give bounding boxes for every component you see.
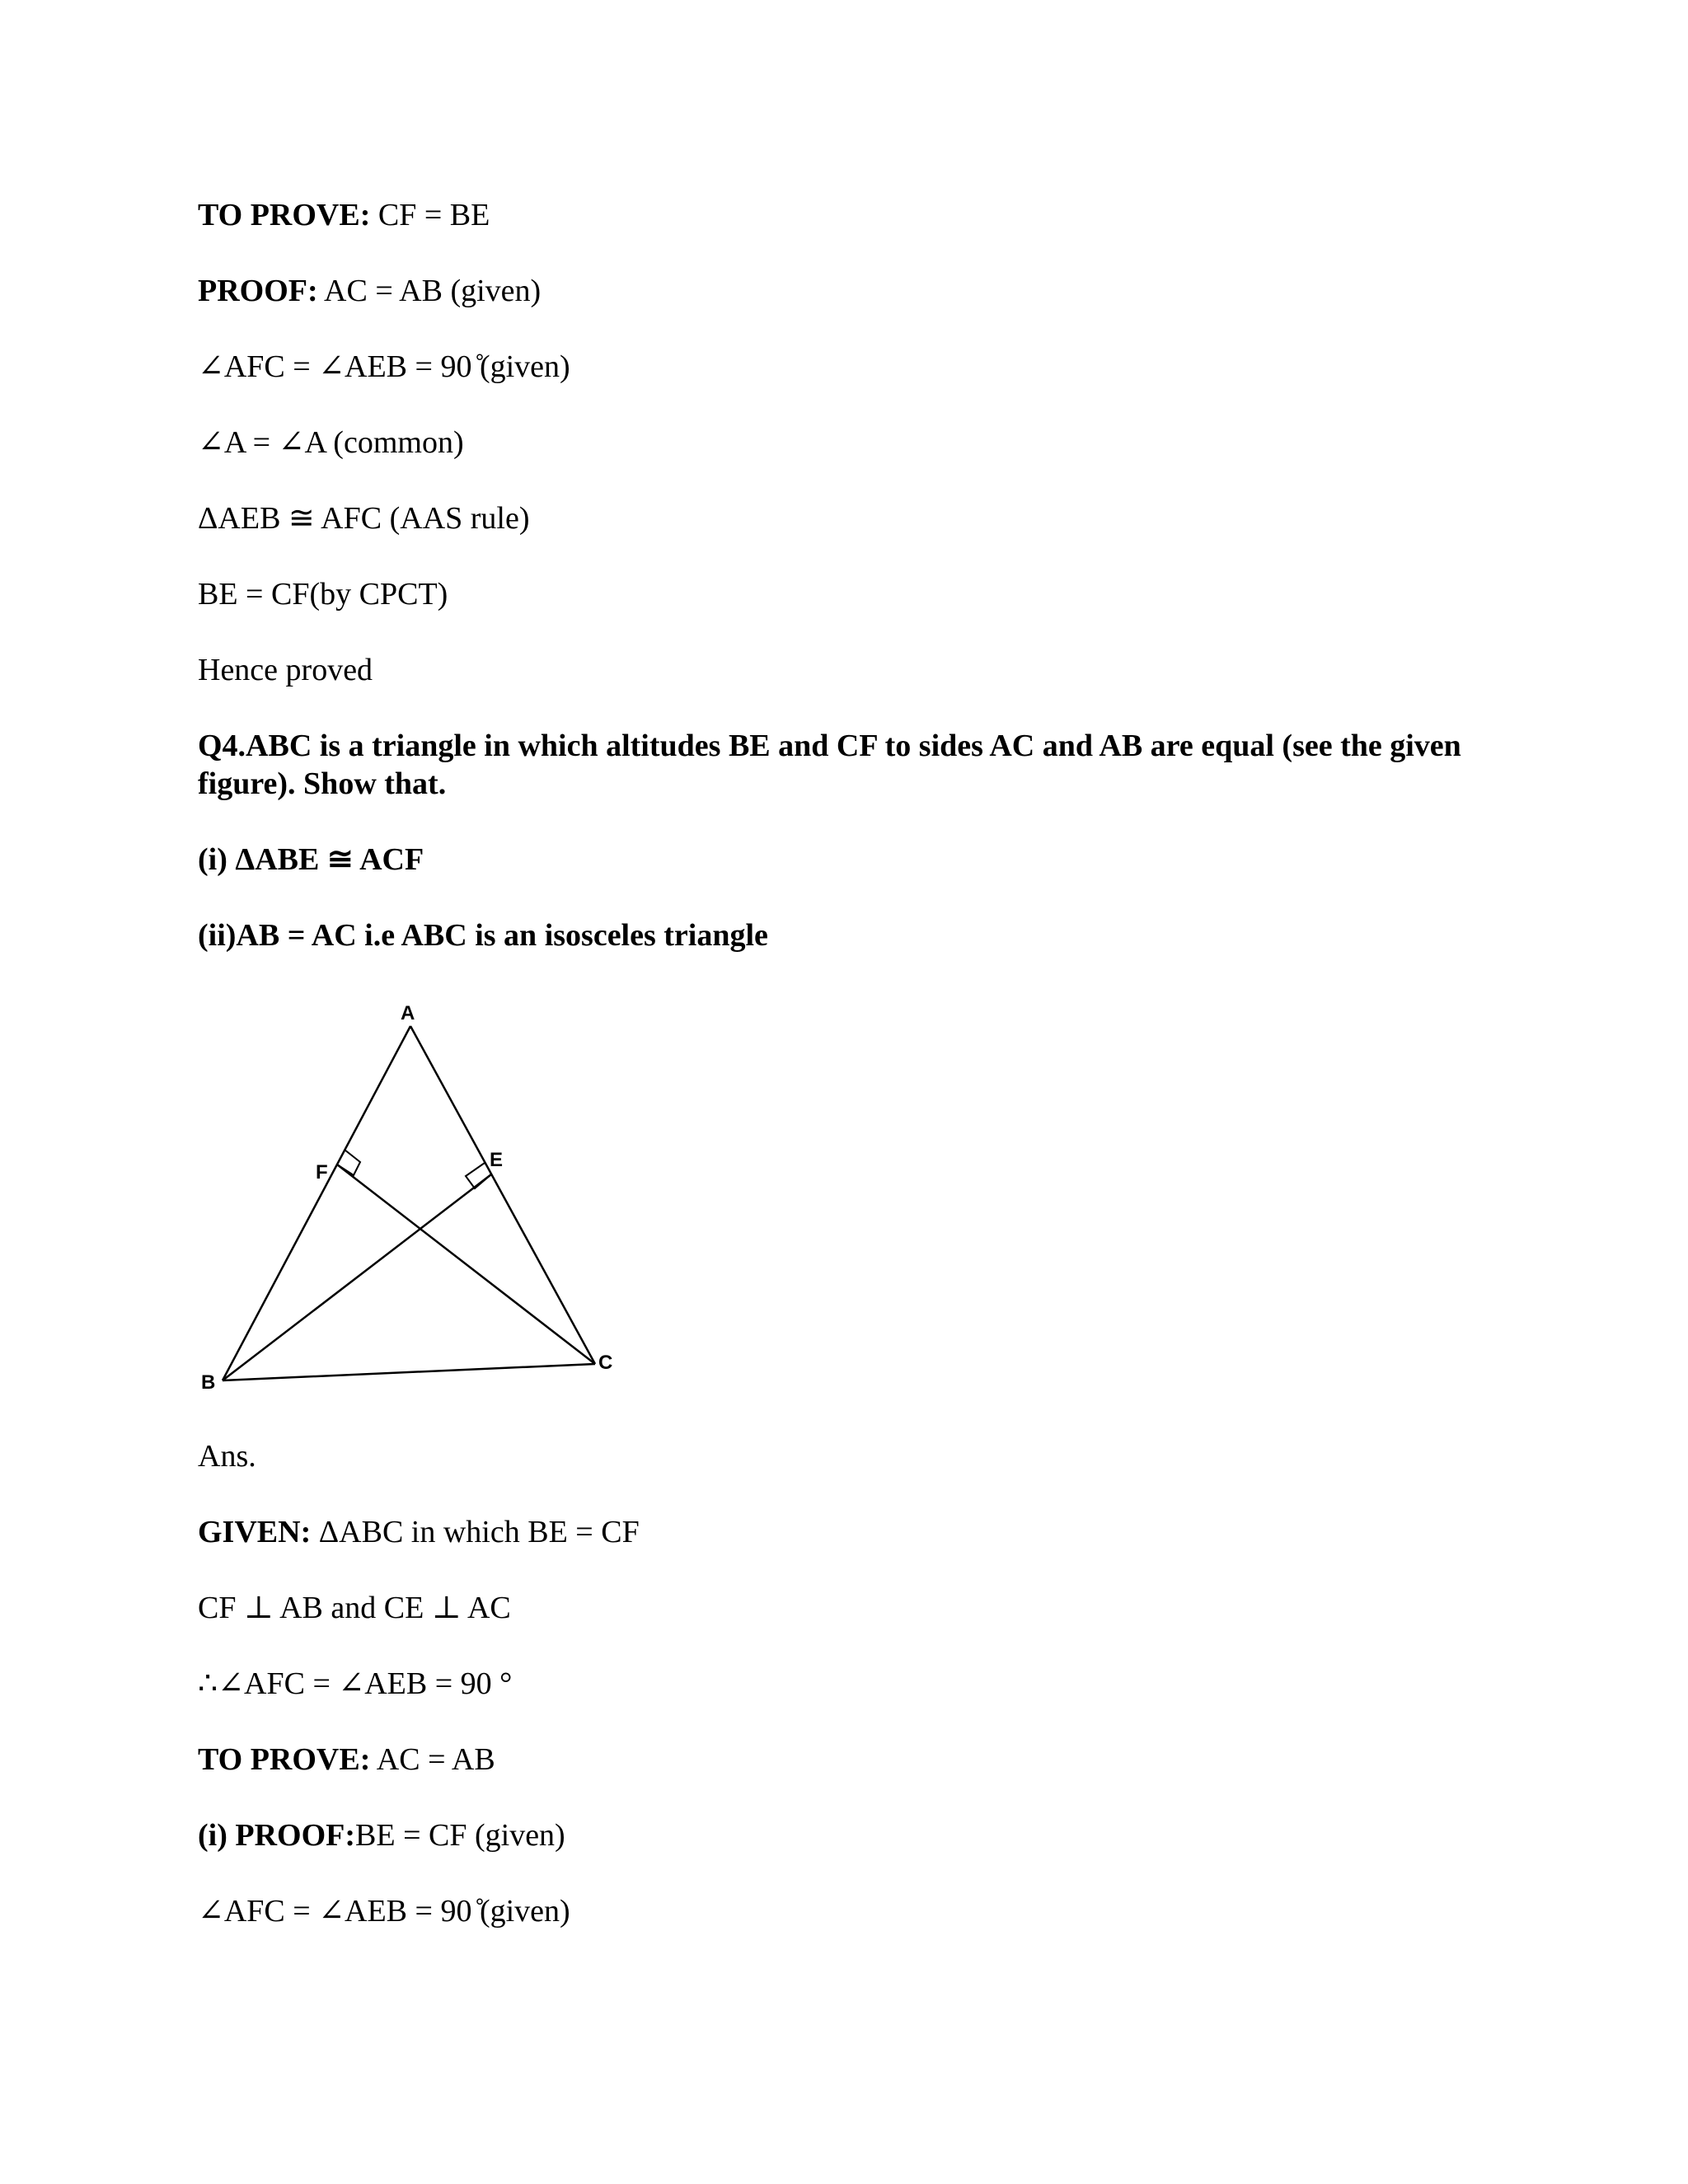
proof-step-3: ΔAEB ≅ AFC (AAS rule) (198, 501, 530, 536)
to-prove-label: TO PROVE: (198, 198, 371, 232)
label-c: C (598, 1352, 613, 1374)
answer-proof-label: (i) PROOF: (198, 1818, 356, 1853)
proof-step-2: ∠A = ∠A (common) (198, 425, 464, 460)
triangle-figure (190, 1001, 635, 1413)
to-prove-line (198, 196, 490, 234)
ans-label: Ans. (198, 1439, 256, 1474)
answer-to-prove-line (198, 1741, 495, 1779)
question-part-i: (i) ΔABE ≅ ACF (198, 842, 424, 877)
label-a: A (401, 1002, 415, 1024)
side-ab (223, 1026, 410, 1380)
proof-line (198, 272, 541, 310)
label-b: B (201, 1371, 216, 1394)
altitude-be (223, 1174, 491, 1380)
side-bc (223, 1364, 595, 1380)
given-label: GIVEN: (198, 1515, 312, 1549)
side-ac (410, 1026, 595, 1364)
hence-proved: Hence proved (198, 653, 373, 687)
to-prove-value: CF = BE (370, 198, 490, 232)
given-value: ΔABC in which BE = CF (311, 1515, 640, 1549)
therefore-line: ∴∠AFC = ∠AEB = 90 ° (198, 1666, 513, 1701)
answer-to-prove-label: TO PROVE: (198, 1742, 371, 1777)
proof-step-4: BE = CF(by CPCT) (198, 577, 448, 612)
question-4-text: Q4.ABC is a triangle in which altitudes BE and CF to sides AC and AB are equal (see the given figure). Show that. (198, 729, 1461, 801)
perpendicular-line: CF ⊥ AB and CE ⊥ AC (198, 1591, 511, 1625)
question-part-ii: (ii)AB = AC i.e ABC is an isosceles triangle (198, 918, 768, 953)
answer-to-prove-value: AC = AB (370, 1742, 495, 1777)
right-angle-mark-f (337, 1150, 360, 1175)
answer-proof-line (198, 1816, 565, 1854)
given-line (198, 1513, 640, 1551)
proof-step-1: ∠AFC = ∠AEB = 90 ̊(given) (198, 349, 570, 384)
proof-label: PROOF: (198, 274, 318, 308)
answer-angle-line: ∠AFC = ∠AEB = 90 ̊(given) (198, 1894, 570, 1929)
label-f: F (316, 1161, 328, 1183)
label-e: E (490, 1149, 504, 1171)
answer-proof-value: BE = CF (given) (355, 1818, 565, 1853)
proof-value: AC = AB (given) (317, 274, 542, 308)
